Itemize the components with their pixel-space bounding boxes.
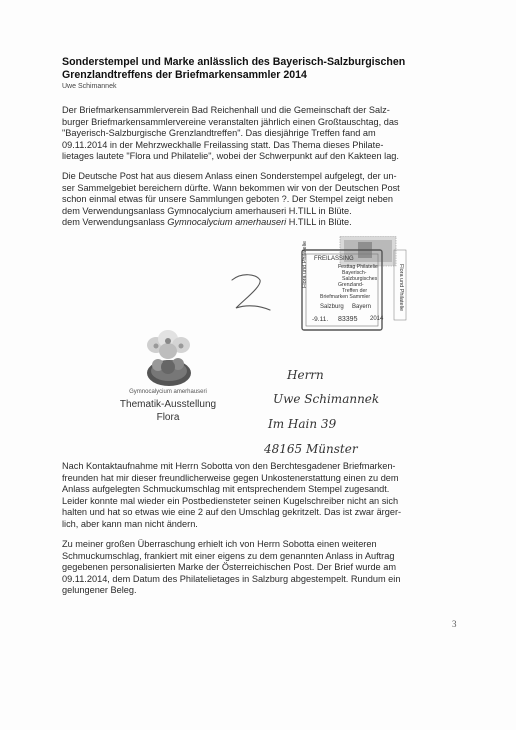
paragraph-3 xyxy=(62,461,466,531)
postmark-text: Treffen der xyxy=(342,288,368,294)
title-line-1: Sonderstempel und Marke anlässlich des Bayerisch-Salzburgischen xyxy=(62,56,406,68)
cactus-image xyxy=(138,327,200,387)
text-line: Die Deutsche Post hat aus diesem Anlass einen Sonderstempel aufgelegt, der un- xyxy=(62,171,397,181)
paragraph-2 xyxy=(62,171,466,229)
text-line: lietages lautete "Flora und Philatelie", wobei der Schwerpunkt auf den Kakteen lag. xyxy=(62,151,399,162)
species-name: Gymnocalycium amerhauseri xyxy=(167,217,287,228)
paragraph-1 xyxy=(62,105,466,163)
postmark-text: Bayerisch- xyxy=(342,270,367,276)
postmark-side-text: Flora und Philatelie xyxy=(302,240,308,288)
text-line: gelungener Beleg. xyxy=(62,585,137,596)
postmark-stamp xyxy=(298,236,408,332)
text-line: freunden hat mir dieser freundlicherweise gegen Unkostenerstattung einen zu dem xyxy=(62,472,399,483)
text-line: Leider konnte mal wieder ein Postbediensteter seinen Kugelschreiber nicht an sich xyxy=(62,495,399,506)
article-title xyxy=(62,56,472,82)
exhibition-theme: Flora xyxy=(156,412,180,423)
postmark-text: FREILASSING xyxy=(314,256,354,262)
text-line: schon einmal etwas für unsere Sammlungen geboten ?. Der Stempel zeigt neben xyxy=(62,194,393,205)
postmark-text: Salzburgisches xyxy=(342,276,378,282)
postmark-place: Salzburg xyxy=(320,304,344,310)
address-name: Uwe Schimannek xyxy=(273,392,380,406)
postmark-date: -9.11. xyxy=(312,316,329,323)
text-line: Der Briefmarkensammlerverein Bad Reichenhall und die Gemeinschaft der Salz- xyxy=(62,105,390,115)
text-segment: dem Verwendungsanlass xyxy=(62,217,168,228)
text-line: halten und hat so etwas wie eine 2 auf den Umschlag gekritzelt. Das ist zwar ärger- xyxy=(62,507,402,518)
text-line: "Bayerisch-Salzburgische Grenzlandtreffen". Das diesjährige Treffen fand am xyxy=(62,128,376,139)
postmark-text: Festtag Philatelie xyxy=(338,264,378,270)
cactus-card xyxy=(108,327,228,439)
text-line: ser Sammelgebiet bereichern dürfte. Wann bekommen wir von der Deutschen Post xyxy=(62,182,400,193)
text-segment: H.TILL in Blüte. xyxy=(286,217,352,228)
text-line: lich, aber kann man nicht ändern. xyxy=(62,518,198,529)
postmark-year: 2014 xyxy=(370,316,384,322)
cactus-caption: Gymnocalycium amerhauseri xyxy=(129,389,207,395)
postmark-text: Briefmarken Sammler xyxy=(320,294,371,300)
text-line xyxy=(62,217,466,229)
text-line: Nach Kontaktaufnahme mit Herrn Sobotta von den Berchtesgadener Briefmarken- xyxy=(62,461,396,471)
postmark-text: Grenzland- xyxy=(338,282,364,288)
page-number: 3 xyxy=(452,619,457,629)
address-street: Im Hain 39 xyxy=(268,417,337,431)
scribble-mark xyxy=(226,268,276,316)
exhibition-label: Thematik-Ausstellung xyxy=(119,399,217,410)
text-line: Zu meiner großen Überraschung erhielt ich von Herrn Sobotta einen weiteren xyxy=(62,539,377,549)
text-line: gegebenen personalisierten Marke der Österreichischen Post. Der Brief wurde am xyxy=(62,562,396,573)
text-line: 09.11.2014 in der Mehrzweckhalle Freilassing statt. Das Thema dieses Philate- xyxy=(62,139,384,150)
title-line-2: Grenzlandtreffens der Briefmarkensammler 2014 xyxy=(62,69,307,81)
postmark-postcode: 83395 xyxy=(338,316,358,323)
text-line: burger Briefmarkensammlervereine veranstalten jährlich einen Großtauschtag, das xyxy=(62,116,399,127)
address-city: 48165 Münster xyxy=(264,442,358,456)
postmark-region: Bayern xyxy=(352,304,372,310)
address-salutation: Herrn xyxy=(287,368,324,382)
text-line: Anlass aufgelegten Schmuckumschlag mit entsprechendem Stempel zugesandt. xyxy=(62,484,390,495)
text-line: dem Verwendungsanlass Gymnocalycium amerhauseri H.TILL in Blüte. xyxy=(62,205,352,216)
text-line: 09.11.2014, dem Datum des Philatelietages in Salzburg abgestempelt. Rundum ein xyxy=(62,573,401,584)
paragraph-4 xyxy=(62,539,466,597)
author: Uwe Schimannek xyxy=(62,83,117,90)
text-line: Schmuckumschlag, frankiert mit einer eigens zu dem genannten Anlass in Auftrag xyxy=(62,550,395,561)
postmark-side-text: Flora und Philatelie xyxy=(398,264,404,312)
